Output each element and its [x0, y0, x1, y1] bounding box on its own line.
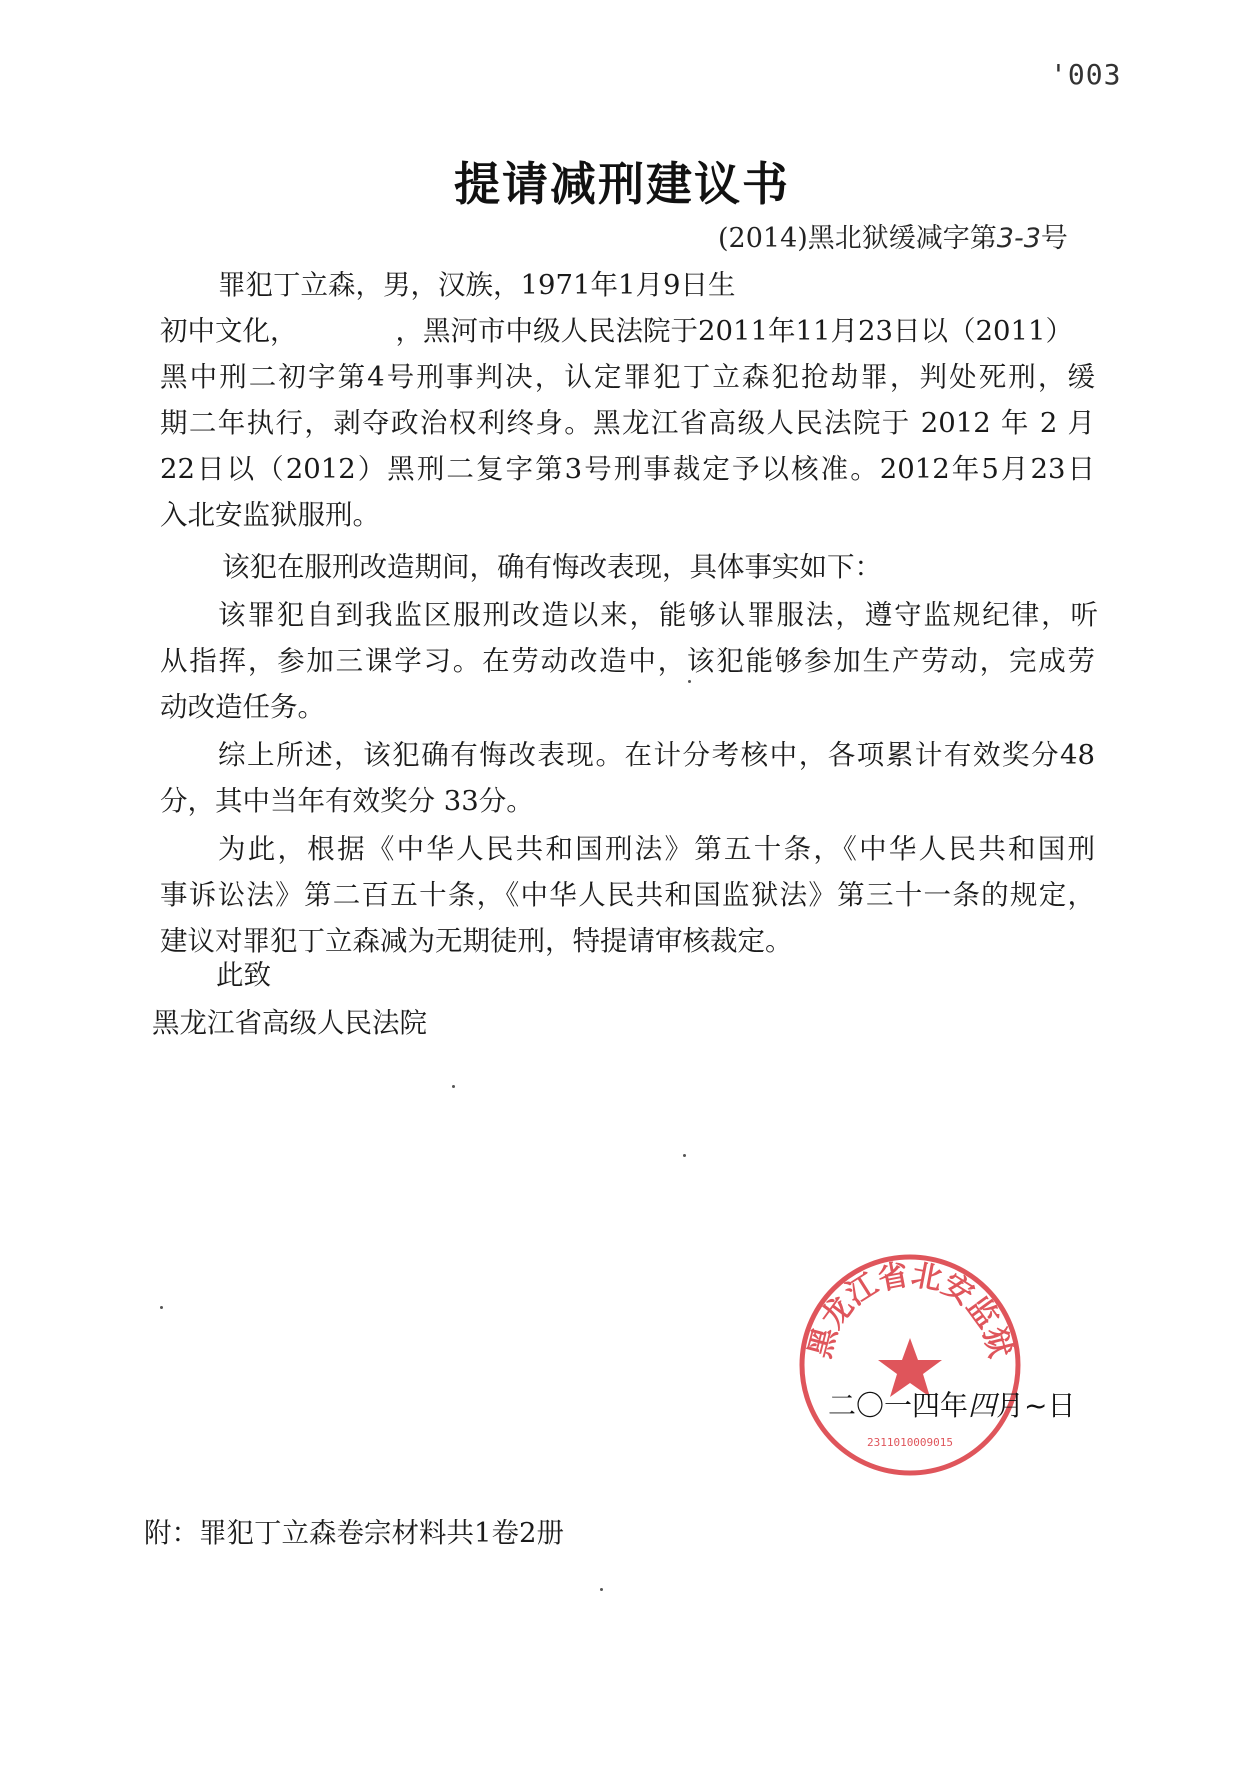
- closing-salutation: 此致: [216, 959, 271, 991]
- document-date: [828, 1384, 1076, 1424]
- body-line: 事诉讼法》第二百五十条，《中华人民共和国监狱法》第三十一条的规定，: [160, 879, 1095, 911]
- page-number: '003: [1050, 58, 1122, 91]
- date-day-label: 日: [1047, 1389, 1076, 1422]
- scan-speck: [452, 1085, 455, 1088]
- scan-speck: [683, 1154, 686, 1157]
- document-number-handwritten: 3-3: [996, 223, 1041, 254]
- date-month-label: 月: [996, 1389, 1025, 1422]
- seal-code: 2311010009015: [866, 1436, 954, 1449]
- date-prefix: 二〇一四年: [828, 1389, 969, 1422]
- scan-speck: [600, 1588, 603, 1591]
- body-line: 该犯在服刑改造期间，确有悔改表现，具体事实如下：: [222, 551, 882, 583]
- body-line: 期二年执行，剥夺政治权利终身。黑龙江省高级人民法院于 2012 年 2 月: [160, 407, 1095, 439]
- body-line: 综上所述，该犯确有悔改表现。在计分考核中，各项累计有效奖分48: [218, 739, 1095, 771]
- body-line: 罪犯丁立森，男，汉族，1971年1月9日生: [218, 269, 736, 301]
- official-seal: [795, 1250, 1025, 1480]
- scan-speck: [688, 680, 691, 683]
- document-number: [718, 216, 1068, 255]
- redacted-field: [298, 322, 396, 344]
- body-line: 动改造任务。: [160, 691, 325, 723]
- body-line: 入北安监狱服刑。: [160, 499, 380, 531]
- recipient: 黑龙江省高级人民法院: [152, 1007, 427, 1039]
- body-line: 该罪犯自到我监区服刑改造以来，能够认罪服法，遵守监规纪律，听: [218, 599, 1098, 631]
- document-number-prefix: (2014)黑北狱缓减字第: [718, 223, 997, 254]
- scan-speck: [160, 1306, 163, 1309]
- body-line: 为此，根据《中华人民共和国刑法》第五十条，《中华人民共和国刑: [218, 833, 1095, 865]
- date-month-handwritten: 四: [968, 1389, 997, 1422]
- document-title: 提请减刑建议书: [454, 157, 790, 211]
- body-line-part: ，黑河市中级人民法院于2011年11月23日以（2011）: [395, 315, 1073, 347]
- seal-text: 黑龙江省北安监狱: [802, 1257, 1018, 1362]
- body-line: 22日以（2012）黑刑二复字第3号刑事裁定予以核准。2012年5月23日: [160, 453, 1095, 485]
- body-line: 建议对罪犯丁立森减为无期徒刑，特提请审核裁定。: [160, 925, 793, 957]
- document-number-suffix: 号: [1040, 223, 1068, 254]
- attachment-note: 附：罪犯丁立森卷宗材料共1卷2册: [144, 1517, 564, 1549]
- body-line: [160, 308, 1073, 348]
- body-line: 从指挥，参加三课学习。在劳动改造中，该犯能够参加生产劳动，完成劳: [160, 645, 1095, 677]
- date-day-handwritten: ~: [1024, 1389, 1048, 1422]
- body-line-part: 初中文化，: [160, 315, 298, 347]
- body-line: 分，其中当年有效奖分 33分。: [160, 785, 534, 817]
- body-line: 黑中刑二初字第4号刑事判决，认定罪犯丁立森犯抢劫罪，判处死刑，缓: [160, 361, 1095, 393]
